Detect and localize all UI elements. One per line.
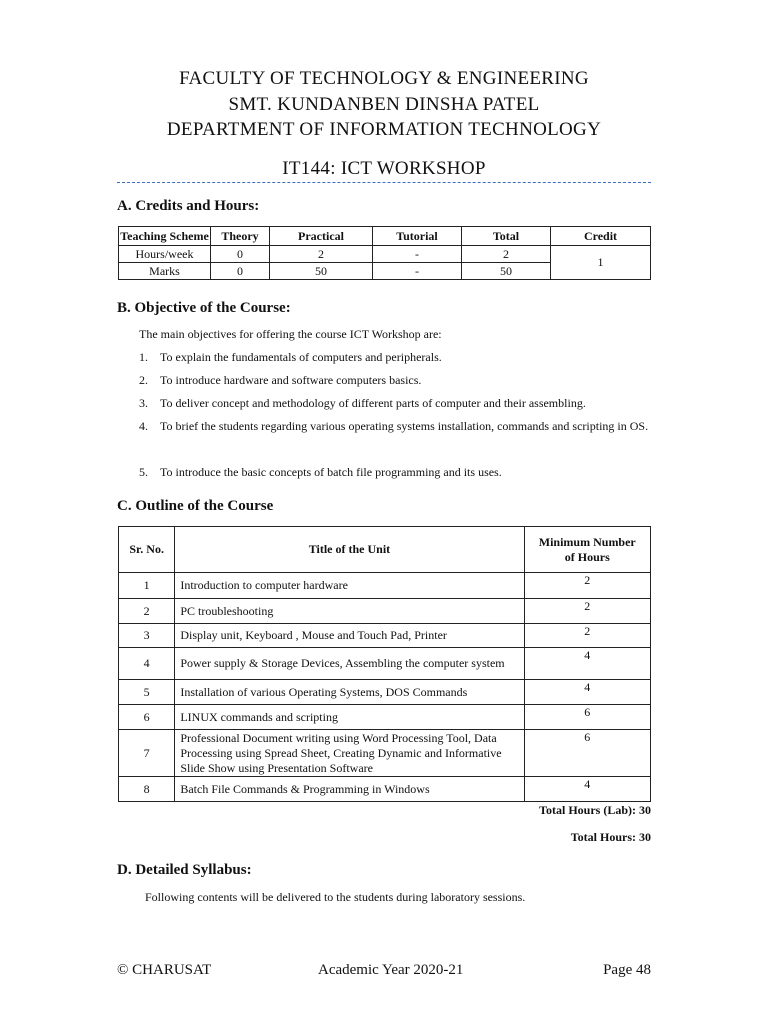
- list-text: To introduce hardware and software computers basics.: [160, 373, 422, 387]
- table-row: [119, 730, 651, 777]
- unit-title-cell: Professional Document writing using Word Processing Tool, Data Processing using Spread Sheet, Creating Dynamic and Informative Slide Show using Presentation Software: [175, 730, 524, 777]
- list-number: 4.: [139, 419, 148, 433]
- table-row: [119, 573, 651, 599]
- header-cell: Total: [462, 227, 551, 246]
- total-hours: Total Hours: 30: [570, 830, 651, 844]
- list-number: 3.: [139, 396, 148, 410]
- institute-heading: SMT. KUNDANBEN DINSHA PATEL: [228, 94, 540, 115]
- sr-cell: 6: [119, 705, 175, 730]
- unit-title-cell: Power supply & Storage Devices, Assembling the computer system: [175, 648, 524, 680]
- credits-row: [119, 246, 651, 263]
- hours-cell: 6: [524, 705, 650, 730]
- syllabus-text: Following contents will be delivered to the students during laboratory sessions.: [145, 890, 526, 904]
- header-cell: Minimum Number of Hours: [524, 527, 650, 573]
- unit-title-cell: Batch File Commands & Programming in Windows: [175, 777, 524, 802]
- section-a-title: A. Credits and Hours:: [117, 198, 260, 214]
- table-cell: 0: [211, 263, 270, 280]
- hours-cell: 2: [524, 573, 650, 599]
- hours-cell: 4: [524, 648, 650, 680]
- unit-title-cell: LINUX commands and scripting: [175, 705, 524, 730]
- table-row: [119, 624, 651, 648]
- table-row: [119, 648, 651, 680]
- sr-cell: 1: [119, 573, 175, 599]
- hours-cell: 4: [524, 680, 650, 705]
- objectives-intro: The main objectives for offering the course ICT Workshop are:: [139, 327, 442, 341]
- section-b-title: B. Objective of the Course:: [117, 300, 291, 316]
- table-row: [119, 599, 651, 624]
- outline-header-row: [119, 527, 651, 573]
- footer-academic-year: Academic Year 2020-21: [318, 962, 464, 978]
- sr-cell: 2: [119, 599, 175, 624]
- sr-cell: 4: [119, 648, 175, 680]
- sr-cell: 3: [119, 624, 175, 648]
- list-text: To explain the fundamentals of computers and peripherals.: [160, 350, 442, 364]
- hours-cell: 2: [524, 599, 650, 624]
- course-title: IT144: ICT WORKSHOP: [282, 158, 486, 179]
- section-d-title: D. Detailed Syllabus:: [117, 862, 252, 878]
- header-cell: Teaching Scheme: [119, 227, 211, 246]
- unit-title-cell: PC troubleshooting: [175, 599, 524, 624]
- total-hours-lab: Total Hours (Lab): 30: [539, 803, 651, 817]
- unit-title-cell: Introduction to computer hardware: [175, 573, 524, 599]
- table-cell: Marks: [119, 263, 211, 280]
- table-row: [119, 777, 651, 802]
- table-cell: Hours/week: [119, 246, 211, 263]
- unit-title-cell: Installation of various Operating Systems, DOS Commands: [175, 680, 524, 705]
- header-cell: Sr. No.: [119, 527, 175, 573]
- sr-cell: 5: [119, 680, 175, 705]
- credit-cell: 1: [551, 246, 651, 280]
- table-row: [119, 705, 651, 730]
- table-cell: 50: [270, 263, 373, 280]
- hours-cell: 4: [524, 777, 650, 802]
- footer-page-number: Page 48: [603, 962, 651, 978]
- hours-cell: 6: [524, 730, 650, 777]
- divider-line: [117, 182, 651, 183]
- table-cell: -: [373, 246, 462, 263]
- credits-table: [118, 226, 651, 280]
- list-text: To brief the students regarding various operating systems installation, commands and scripting in OS.: [160, 419, 649, 433]
- hours-cell: 2: [524, 624, 650, 648]
- header-cell: Theory: [211, 227, 270, 246]
- outline-table: [118, 526, 651, 802]
- credits-header-row: [119, 227, 651, 246]
- header-cell: Tutorial: [373, 227, 462, 246]
- sr-cell: 7: [119, 730, 175, 777]
- table-cell: 2: [270, 246, 373, 263]
- unit-title-cell: Display unit, Keyboard , Mouse and Touch Pad, Printer: [175, 624, 524, 648]
- table-cell: -: [373, 263, 462, 280]
- list-number: 5.: [139, 465, 148, 479]
- sr-cell: 8: [119, 777, 175, 802]
- faculty-heading: FACULTY OF TECHNOLOGY & ENGINEERING: [179, 68, 589, 89]
- header-cell: Credit: [551, 227, 651, 246]
- table-cell: 2: [462, 246, 551, 263]
- header-cell: Title of the Unit: [175, 527, 524, 573]
- table-cell: 0: [211, 246, 270, 263]
- table-cell: 50: [462, 263, 551, 280]
- header-cell: Practical: [270, 227, 373, 246]
- list-number: 2.: [139, 373, 148, 387]
- section-c-title: C. Outline of the Course: [117, 498, 274, 514]
- list-number: 1.: [139, 350, 148, 364]
- table-row: [119, 680, 651, 705]
- list-text: To deliver concept and methodology of different parts of computer and their assembling.: [160, 396, 586, 410]
- list-text: To introduce the basic concepts of batch file programming and its uses.: [160, 465, 502, 479]
- footer-copyright: © CHARUSAT: [117, 962, 212, 978]
- department-heading: DEPARTMENT OF INFORMATION TECHNOLOGY: [166, 119, 602, 140]
